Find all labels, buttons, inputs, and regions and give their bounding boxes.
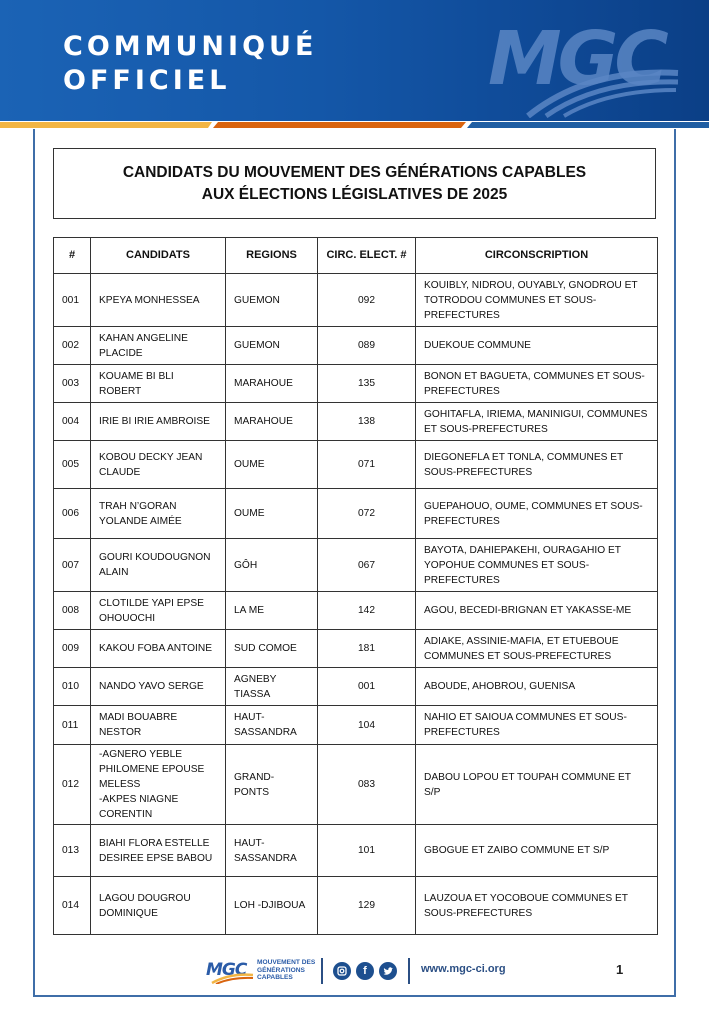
table-row: [54, 877, 658, 935]
candidate-name-2: -AKPES NIAGNE CORENTIN: [99, 794, 179, 820]
cell-circonscription: LAUZOUA ET YOCOBOUE COMMUNES ET SOUS-PREFECTURES: [416, 877, 658, 935]
header-title: [63, 30, 317, 98]
cell-region: AGNEBY TIASSA: [226, 668, 318, 706]
cell-candidate: KPEYA MONHESSEA: [91, 274, 226, 327]
cell-circ-elect: 067: [318, 539, 416, 592]
cell-region: HAUT-SASSANDRA: [226, 706, 318, 745]
cell-circ-elect: 135: [318, 365, 416, 403]
cell-region: MARAHOUE: [226, 365, 318, 403]
document-title-box: [53, 148, 656, 219]
cell-candidate: KOUAME BI BLI ROBERT: [91, 365, 226, 403]
header-stripes: [0, 121, 709, 129]
candidate-name-1: -AGNERO YEBLE PHILOMENE EPOUSE MELESS: [99, 749, 205, 790]
column-header-number: #: [54, 238, 91, 274]
column-header-candidates: CANDIDATS: [91, 238, 226, 274]
cell-circonscription: GOHITAFLA, IRIEMA, MANINIGUI, COMMUNES ET SOUS-PREFECTURES: [416, 403, 658, 441]
cell-region: MARAHOUE: [226, 403, 318, 441]
cell-circ-elect: 001: [318, 668, 416, 706]
table-row: [54, 274, 658, 327]
table-row: [54, 745, 658, 825]
cell-circonscription: DUEKOUE COMMUNE: [416, 327, 658, 365]
document-title-line2: AUX ÉLECTIONS LÉGISLATIVES DE 2025: [201, 185, 508, 203]
column-header-circ-elect: CIRC. ELECT. #: [318, 238, 416, 274]
cell-circ-elect: 092: [318, 274, 416, 327]
cell-candidate: [91, 745, 226, 825]
svg-text:MGC: MGC: [206, 960, 247, 980]
page-number: 1: [616, 962, 624, 977]
table-row: [54, 489, 658, 539]
header-title-line2: OFFICIEL: [63, 65, 231, 96]
table-row: [54, 825, 658, 877]
website-link[interactable]: www.mgc-ci.org: [421, 963, 506, 975]
cell-number: 001: [54, 274, 91, 327]
cell-circ-elect: 104: [318, 706, 416, 745]
cell-number: 005: [54, 441, 91, 489]
table-row: [54, 327, 658, 365]
header-banner: [0, 0, 709, 121]
table-header-row: [54, 238, 658, 274]
cell-circ-elect: 101: [318, 825, 416, 877]
cell-candidate: NANDO YAVO SERGE: [91, 668, 226, 706]
twitter-icon[interactable]: [379, 962, 397, 980]
cell-candidate: GOURI KOUDOUGNON ALAIN: [91, 539, 226, 592]
cell-circonscription: AGOU, BECEDI-BRIGNAN ET YAKASSE-ME: [416, 592, 658, 630]
cell-circonscription: BAYOTA, DAHIEPAKEHI, OURAGAHIO ET YOPOHUE COMMUNES ET SOUS-PREFECTURES: [416, 539, 658, 592]
footer-divider: [408, 958, 410, 984]
cell-number: 010: [54, 668, 91, 706]
candidates-table: [53, 237, 658, 935]
cell-number: 008: [54, 592, 91, 630]
cell-number: 012: [54, 745, 91, 825]
cell-circonscription: BONON ET BAGUETA, COMMUNES ET SOUS-PREFECTURES: [416, 365, 658, 403]
cell-candidate: KAHAN ANGELINE PLACIDE: [91, 327, 226, 365]
cell-candidate: CLOTILDE YAPI EPSE OHOUOCHI: [91, 592, 226, 630]
table-row: [54, 403, 658, 441]
table-row: [54, 539, 658, 592]
cell-number: 002: [54, 327, 91, 365]
column-header-regions: REGIONS: [226, 238, 318, 274]
cell-circonscription: KOUIBLY, NIDROU, OUYABLY, GNODROU ET TOTRODOU COMMUNES ET SOUS-PREFECTURES: [416, 274, 658, 327]
table-row: [54, 441, 658, 489]
footer-divider: [321, 958, 323, 984]
cell-candidate: BIAHI FLORA ESTELLE DESIREE EPSE BABOU: [91, 825, 226, 877]
footer-org-name: MOUVEMENT DES GÉNÉRATIONS CAPABLES: [257, 959, 316, 981]
header-title-line1: COMMUNIQUÉ: [63, 31, 318, 62]
footer-mgc-logo-icon: [206, 958, 254, 984]
table-row: [54, 630, 658, 668]
cell-number: 007: [54, 539, 91, 592]
cell-circ-elect: 181: [318, 630, 416, 668]
cell-circ-elect: 129: [318, 877, 416, 935]
cell-candidate: LAGOU DOUGROU DOMINIQUE: [91, 877, 226, 935]
cell-number: 011: [54, 706, 91, 745]
cell-circonscription: ADIAKE, ASSINIE-MAFIA, ET ETUEBOUE COMMUNES ET SOUS-PREFECTURES: [416, 630, 658, 668]
facebook-icon[interactable]: f: [356, 962, 374, 980]
cell-circ-elect: 138: [318, 403, 416, 441]
cell-number: 003: [54, 365, 91, 403]
cell-region: GUEMON: [226, 327, 318, 365]
mgc-logo-icon: [488, 18, 688, 118]
cell-circ-elect: 089: [318, 327, 416, 365]
cell-region: HAUT-SASSANDRA: [226, 825, 318, 877]
cell-circ-elect: 071: [318, 441, 416, 489]
cell-number: 004: [54, 403, 91, 441]
cell-candidate: MADI BOUABRE NESTOR: [91, 706, 226, 745]
cell-circonscription: DABOU LOPOU ET TOUPAH COMMUNE ET S/P: [416, 745, 658, 825]
cell-circonscription: GBOGUE ET ZAIBO COMMUNE ET S/P: [416, 825, 658, 877]
cell-number: 014: [54, 877, 91, 935]
cell-number: 013: [54, 825, 91, 877]
cell-region: OUME: [226, 489, 318, 539]
table-row: [54, 706, 658, 745]
column-header-circonscription: CIRCONSCRIPTION: [416, 238, 658, 274]
page-footer: [200, 955, 630, 987]
cell-circonscription: NAHIO ET SAIOUA COMMUNES ET SOUS-PREFECTURES: [416, 706, 658, 745]
instagram-icon[interactable]: [333, 962, 351, 980]
cell-region: SUD COMOE: [226, 630, 318, 668]
table-row: [54, 365, 658, 403]
table-row: [54, 668, 658, 706]
document-title-line1: CANDIDATS DU MOUVEMENT DES GÉNÉRATIONS CAPABLES: [122, 163, 587, 181]
cell-region: GRAND-PONTS: [226, 745, 318, 825]
cell-number: 006: [54, 489, 91, 539]
cell-circonscription: GUEPAHOUO, OUME, COMMUNES ET SOUS-PREFECTURES: [416, 489, 658, 539]
cell-number: 009: [54, 630, 91, 668]
cell-region: GÔH: [226, 539, 318, 592]
cell-candidate: TRAH N’GORAN YOLANDE AIMÉE: [91, 489, 226, 539]
cell-candidate: KOBOU DECKY JEAN CLAUDE: [91, 441, 226, 489]
cell-region: OUME: [226, 441, 318, 489]
svg-text:MGC: MGC: [488, 18, 665, 102]
cell-region: LOH -DJIBOUA: [226, 877, 318, 935]
cell-candidate: IRIE BI IRIE AMBROISE: [91, 403, 226, 441]
cell-circ-elect: 142: [318, 592, 416, 630]
cell-circ-elect: 083: [318, 745, 416, 825]
cell-circonscription: DIEGONEFLA ET TONLA, COMMUNES ET SOUS-PREFECTURES: [416, 441, 658, 489]
cell-circonscription: ABOUDE, AHOBROU, GUENISA: [416, 668, 658, 706]
table-row: [54, 592, 658, 630]
cell-candidate: KAKOU FOBA ANTOINE: [91, 630, 226, 668]
cell-circ-elect: 072: [318, 489, 416, 539]
cell-region: GUEMON: [226, 274, 318, 327]
cell-region: LA ME: [226, 592, 318, 630]
